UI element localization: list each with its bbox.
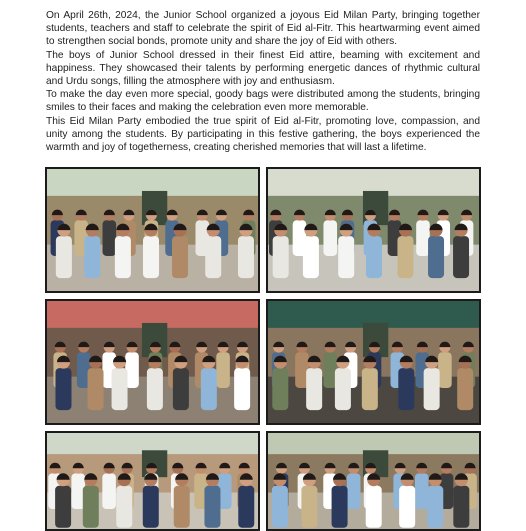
- article-paragraph-3: To make the day even more special, goody bags were distributed among the students, bringing smiles to their faces and making the celebration even more memorable.: [46, 89, 480, 114]
- person-body: [301, 486, 317, 528]
- person-body: [143, 236, 159, 278]
- person-body: [399, 486, 415, 528]
- person-body: [366, 236, 382, 278]
- article-paragraph-2: The boys of Junior School dressed in their finest Eid attire, beaming with excitement and happiness. They showcased their talents by performing energetic dances of rhythmic cultural and Urdu songs, filling the atmosphere with joy and enthusiasm.: [46, 49, 480, 88]
- person-body: [216, 352, 230, 388]
- person-body: [273, 236, 289, 278]
- person-body: [362, 368, 378, 410]
- person-body: [102, 473, 116, 509]
- person-body: [173, 368, 189, 410]
- person-body: [55, 368, 71, 410]
- person-body: [116, 486, 132, 528]
- person-body: [323, 220, 337, 256]
- person-body: [234, 368, 250, 410]
- person-body: [306, 368, 322, 410]
- person-body: [272, 486, 288, 528]
- person-body: [438, 352, 452, 388]
- person-body: [416, 220, 430, 256]
- photo-doorway: [363, 191, 388, 225]
- photo-illustration: [47, 169, 258, 291]
- article-text: [46, 9, 480, 154]
- person-body: [453, 236, 469, 278]
- person-body: [204, 486, 220, 528]
- photo-4: [266, 299, 481, 425]
- person-body: [272, 368, 288, 410]
- person-body: [84, 236, 100, 278]
- photo-doorway: [363, 450, 388, 477]
- photo-illustration: [47, 433, 258, 529]
- photo-2: [266, 167, 481, 293]
- photo-1: [45, 167, 260, 293]
- person-body: [427, 486, 443, 528]
- person-body: [201, 368, 217, 410]
- article-paragraph-1: On April 26th, 2024, the Junior School organized a joyous Eid Milan Party, bringing together students, teachers and staff to celebrate the spirit of Eid al-Fitr. This heartwarming event aimed to strengthen social bonds, promote unity and share the joy of Eid with others.: [46, 10, 480, 48]
- photo-3: [45, 299, 260, 425]
- person-body: [147, 368, 163, 410]
- photo-illustration: [268, 301, 479, 423]
- person-body: [238, 236, 254, 278]
- person-body: [172, 236, 188, 278]
- person-body: [115, 236, 131, 278]
- person-body: [335, 368, 351, 410]
- person-body: [205, 236, 221, 278]
- photo-illustration: [47, 301, 258, 423]
- person-body: [457, 368, 473, 410]
- person-body: [88, 368, 104, 410]
- person-body: [424, 368, 440, 410]
- person-body: [347, 473, 361, 509]
- person-body: [103, 220, 117, 256]
- person-body: [398, 368, 414, 410]
- photo-illustration: [268, 169, 479, 291]
- photo-5: [45, 431, 260, 531]
- person-body: [415, 473, 429, 509]
- article-paragraph-4: This Eid Milan Party embodied the true spirit of Eid al-Fitr, promoting love, compassion, and unity among the students. By participating in this festive gathering, the boys experienced the warmth and joy of togetherness, creating cherished memories that will last a lifetime.: [46, 115, 480, 154]
- person-body: [338, 236, 354, 278]
- person-body: [397, 236, 413, 278]
- person-body: [174, 486, 190, 528]
- person-body: [366, 486, 382, 528]
- person-body: [55, 486, 71, 528]
- photo-illustration: [268, 433, 479, 529]
- person-body: [56, 236, 72, 278]
- person-body: [453, 486, 469, 528]
- photo-doorway: [142, 191, 167, 225]
- person-body: [238, 486, 254, 528]
- person-body: [428, 236, 444, 278]
- person-body: [112, 368, 128, 410]
- photo-6: [266, 431, 481, 531]
- person-body: [332, 486, 348, 528]
- person-body: [143, 486, 159, 528]
- person-body: [83, 486, 99, 528]
- person-body: [303, 236, 319, 278]
